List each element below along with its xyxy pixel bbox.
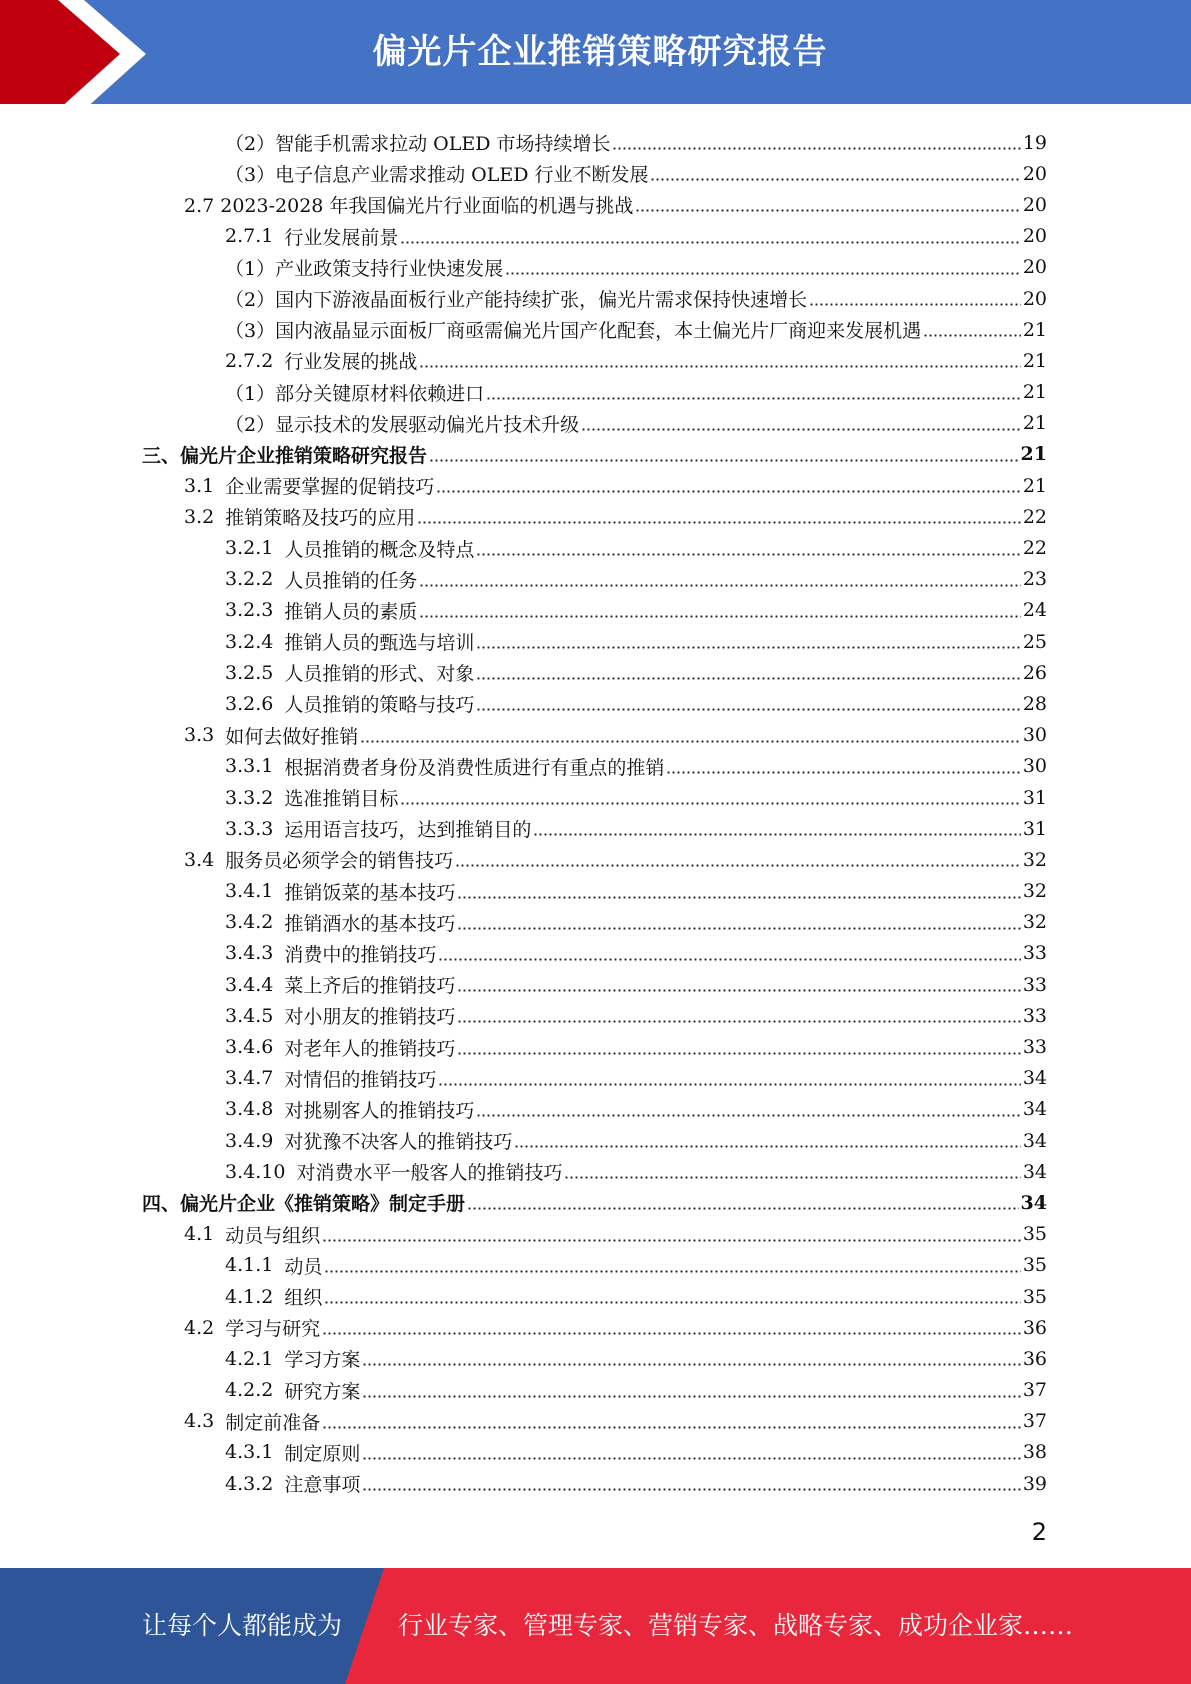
toc-entry-page: 22 <box>1022 505 1047 528</box>
toc-dot-leader <box>476 677 1020 680</box>
toc-entry[interactable] <box>0 1343 1191 1374</box>
header-bottom-line <box>0 104 1191 110</box>
toc-entry-label: 推销酒水的基本技巧 <box>284 912 456 935</box>
toc-entry-label: 研究方案 <box>284 1380 361 1403</box>
toc-entry[interactable] <box>0 221 1191 252</box>
toc-entry-label: 学习与研究 <box>225 1318 321 1341</box>
toc-entry-number: 4.1.1 <box>225 1254 274 1277</box>
toc-dot-leader <box>476 553 1020 556</box>
toc-dot-leader <box>429 459 1019 462</box>
toc-entry-page: 20 <box>1022 193 1047 216</box>
toc-dot-leader <box>612 147 1020 150</box>
toc-dot-leader <box>476 1114 1020 1117</box>
toc-entry[interactable] <box>0 751 1191 782</box>
toc-entry-page: 26 <box>1022 661 1047 684</box>
toc-dot-leader <box>476 708 1020 711</box>
toc-dot-leader <box>438 1083 1020 1086</box>
toc-entry-page: 36 <box>1022 1347 1047 1370</box>
toc-dot-leader <box>322 1239 1021 1242</box>
toc-entry-page: 35 <box>1022 1285 1047 1308</box>
toc-dot-leader <box>400 802 1020 805</box>
toc-entry-page: 30 <box>1022 724 1047 747</box>
toc-dot-leader <box>419 615 1020 618</box>
toc-dot-leader <box>322 1426 1021 1429</box>
toc-dot-leader <box>514 1145 1020 1148</box>
toc-entry-number: 3.2.6 <box>225 692 274 715</box>
toc-entry-label: 对消费水平一般客人的推销技巧 <box>296 1162 563 1185</box>
toc-entry-label: 消费中的推销技巧 <box>284 943 437 966</box>
toc-entry-number: 3.2.1 <box>225 537 274 560</box>
toc-entry-label: 行业发展前景 <box>284 226 399 249</box>
toc-entry-number: 3.2.4 <box>225 630 274 653</box>
toc-entry-label: （1）部分关键原材料依赖进口 <box>225 382 485 405</box>
toc-entry-label: 推销饭菜的基本技巧 <box>284 881 456 904</box>
toc-entry-label: 选准推销目标 <box>284 788 399 811</box>
toc-dot-leader <box>486 397 1021 400</box>
toc-entry-label: 四、偏光片企业《推销策略》制定手册 <box>142 1193 466 1216</box>
toc-entry[interactable] <box>0 1219 1191 1250</box>
toc-entry[interactable] <box>0 876 1191 907</box>
toc-entry-label: （3）电子信息产业需求推动 OLED 行业不断发展 <box>225 164 649 187</box>
toc-entry[interactable] <box>0 1031 1191 1062</box>
toc-entry-label: 学习方案 <box>284 1349 361 1372</box>
toc-entry-label: 菜上齐后的推销技巧 <box>284 975 456 998</box>
toc-dot-leader <box>923 334 1021 337</box>
toc-entry-number: 4.2.2 <box>225 1379 274 1402</box>
toc-entry-label: （2）国内下游液晶面板行业产能持续扩张，偏光片需求保持快速增长 <box>225 289 808 312</box>
toc-entry-number: 4.2.1 <box>225 1347 274 1370</box>
toc-entry-number: 3.1 <box>184 474 215 497</box>
toc-entry[interactable] <box>0 408 1191 439</box>
table-of-contents <box>0 127 1191 1499</box>
toc-entry-number: 4.3.1 <box>225 1441 274 1464</box>
toc-entry-label: （2）显示技术的发展驱动偏光片技术升级 <box>225 413 580 436</box>
toc-entry[interactable] <box>0 938 1191 969</box>
toc-dot-leader <box>581 428 1021 431</box>
toc-entry[interactable] <box>0 782 1191 813</box>
toc-dot-leader <box>455 864 1021 867</box>
toc-dot-leader <box>419 584 1020 587</box>
toc-entry-number: 3.2 <box>184 505 215 528</box>
toc-entry-number: 4.3.2 <box>225 1472 274 1495</box>
toc-entry-page: 33 <box>1022 1036 1047 1059</box>
toc-entry-label: 人员推销的形式、对象 <box>284 663 475 686</box>
page-number: 2 <box>1031 1518 1047 1546</box>
toc-entry-number: 4.1.2 <box>225 1285 274 1308</box>
toc-entry[interactable] <box>0 1375 1191 1406</box>
toc-entry-page: 23 <box>1022 568 1047 591</box>
toc-entry[interactable] <box>0 657 1191 688</box>
toc-entry-label: 推销人员的甄选与培训 <box>284 632 475 655</box>
document-title: 偏光片企业推销策略研究报告 <box>372 32 828 72</box>
toc-dot-leader <box>457 1052 1020 1055</box>
toc-entry-page: 38 <box>1022 1441 1047 1464</box>
toc-dot-leader <box>362 1395 1020 1398</box>
toc-entry-page: 21 <box>1022 412 1047 435</box>
toc-entry-number: 3.2.5 <box>225 661 274 684</box>
toc-entry-page: 34 <box>1022 1129 1047 1152</box>
toc-entry-page: 32 <box>1022 911 1047 934</box>
toc-entry[interactable] <box>0 189 1191 220</box>
toc-entry[interactable] <box>0 1406 1191 1437</box>
toc-entry-page: 21 <box>1022 349 1047 372</box>
toc-entry-page: 20 <box>1022 225 1047 248</box>
toc-entry-label: 制定原则 <box>284 1442 361 1465</box>
toc-dot-leader <box>457 896 1020 899</box>
toc-entry[interactable] <box>0 1094 1191 1125</box>
toc-entry[interactable] <box>0 907 1191 938</box>
toc-entry[interactable] <box>0 252 1191 283</box>
toc-entry-label: 运用语言技巧，达到推销目的 <box>284 819 532 842</box>
toc-dot-leader <box>809 303 1021 306</box>
toc-entry-page: 32 <box>1022 848 1047 871</box>
toc-dot-leader <box>564 1176 1020 1179</box>
toc-entry-page: 33 <box>1022 942 1047 965</box>
toc-entry-label: （3）国内液晶显示面板厂商亟需偏光片国产化配套，本土偏光片厂商迎来发展机遇 <box>225 320 922 343</box>
toc-dot-leader <box>666 771 1020 774</box>
toc-dot-leader <box>362 1457 1020 1460</box>
toc-entry-label: 对犹豫不决客人的推销技巧 <box>284 1131 513 1154</box>
toc-entry-number: 3.2.3 <box>225 599 274 622</box>
toc-entry-page: 30 <box>1022 755 1047 778</box>
toc-dot-leader <box>650 178 1020 181</box>
toc-dot-leader <box>362 1363 1020 1366</box>
toc-entry-page: 24 <box>1022 599 1047 622</box>
toc-dot-leader <box>635 209 1020 212</box>
toc-entry-page: 21 <box>1022 474 1047 497</box>
toc-entry[interactable] <box>0 345 1191 376</box>
toc-entry-page: 22 <box>1022 537 1047 560</box>
toc-entry-page: 20 <box>1022 256 1047 279</box>
toc-entry-page: 35 <box>1022 1254 1047 1277</box>
toc-dot-leader <box>533 833 1020 836</box>
toc-entry[interactable] <box>0 158 1191 189</box>
toc-entry[interactable] <box>0 564 1191 595</box>
toc-entry-page: 32 <box>1022 880 1047 903</box>
toc-entry-number: 3.4.10 <box>225 1160 286 1183</box>
toc-entry-label: 对情侣的推销技巧 <box>284 1068 437 1091</box>
toc-entry-page: 33 <box>1022 1004 1047 1027</box>
toc-entry-number: 2.7.2 <box>225 349 274 372</box>
toc-entry-page: 31 <box>1022 817 1047 840</box>
toc-entry[interactable] <box>0 969 1191 1000</box>
toc-dot-leader <box>400 241 1020 244</box>
toc-entry-label: 制定前准备 <box>225 1411 321 1434</box>
toc-dot-leader <box>476 646 1020 649</box>
toc-entry[interactable] <box>0 844 1191 875</box>
toc-entry[interactable] <box>0 532 1191 563</box>
toc-dot-leader <box>457 989 1020 992</box>
toc-entry[interactable] <box>0 377 1191 408</box>
toc-entry-label: 对老年人的推销技巧 <box>284 1037 456 1060</box>
toc-entry-label: 推销人员的素质 <box>284 600 418 623</box>
toc-entry-label: 如何去做好推销 <box>225 725 359 748</box>
toc-entry-label: 人员推销的任务 <box>284 569 418 592</box>
toc-entry-number: 3.4.3 <box>225 942 274 965</box>
toc-entry[interactable] <box>0 626 1191 657</box>
page-header <box>0 0 1191 110</box>
toc-entry[interactable] <box>0 1063 1191 1094</box>
toc-entry-label: （1）产业政策支持行业快速发展 <box>225 257 504 280</box>
toc-entry[interactable] <box>0 688 1191 719</box>
toc-entry[interactable] <box>0 127 1191 158</box>
toc-entry-page: 34 <box>1020 1191 1047 1214</box>
toc-entry-number: 2.7.1 <box>225 225 274 248</box>
toc-entry[interactable] <box>0 813 1191 844</box>
toc-entry[interactable] <box>0 1250 1191 1281</box>
toc-entry[interactable] <box>0 595 1191 626</box>
toc-entry-label: 动员 <box>284 1255 323 1278</box>
toc-dot-leader <box>417 521 1021 524</box>
page-footer <box>0 1568 1191 1684</box>
toc-dot-leader <box>322 1332 1021 1335</box>
toc-entry-label: 根据消费者身份及消费性质进行有重点的推销 <box>284 756 665 779</box>
toc-dot-leader <box>467 1207 1019 1210</box>
toc-entry-page: 25 <box>1022 630 1047 653</box>
toc-dot-leader <box>360 740 1021 743</box>
footer-slogan-right: 行业专家、管理专家、营销专家、战略专家、成功企业家…… <box>398 1611 1074 1640</box>
toc-entry-page: 20 <box>1022 162 1047 185</box>
toc-entry-page: 20 <box>1022 287 1047 310</box>
toc-entry-number: 4.3 <box>184 1410 215 1433</box>
toc-entry[interactable] <box>0 439 1191 470</box>
toc-entry-page: 33 <box>1022 973 1047 996</box>
toc-entry-page: 34 <box>1022 1098 1047 1121</box>
toc-entry-page: 39 <box>1022 1472 1047 1495</box>
footer-slogan-left: 让每个人都能成为 <box>142 1611 343 1640</box>
toc-entry[interactable] <box>0 470 1191 501</box>
toc-entry-label: 推销策略及技巧的应用 <box>225 507 416 530</box>
toc-entry-page: 21 <box>1022 318 1047 341</box>
toc-dot-leader <box>362 1488 1020 1491</box>
toc-entry-page: 37 <box>1022 1379 1047 1402</box>
toc-entry-page: 36 <box>1022 1316 1047 1339</box>
toc-dot-leader <box>438 958 1020 961</box>
toc-entry-label: 动员与组织 <box>225 1224 321 1247</box>
toc-entry-label: （2）智能手机需求拉动 OLED 市场持续增长 <box>225 133 611 156</box>
toc-entry-page: 34 <box>1022 1067 1047 1090</box>
toc-entry-number: 3.4.5 <box>225 1004 274 1027</box>
toc-entry[interactable] <box>0 1281 1191 1312</box>
toc-entry-number: 3.3.3 <box>225 817 274 840</box>
toc-entry[interactable] <box>0 1187 1191 1218</box>
toc-entry[interactable] <box>0 1437 1191 1468</box>
toc-entry-label: 人员推销的概念及特点 <box>284 538 475 561</box>
toc-entry-label: 人员推销的策略与技巧 <box>284 694 475 717</box>
toc-entry-label: 对小朋友的推销技巧 <box>284 1006 456 1029</box>
toc-entry-number: 3.3 <box>184 724 215 747</box>
toc-entry[interactable] <box>0 501 1191 532</box>
toc-entry-number: 3.4.1 <box>225 880 274 903</box>
toc-entry-number: 3.4 <box>184 848 215 871</box>
toc-entry-page: 21 <box>1020 443 1047 466</box>
toc-entry-label: 注意事项 <box>284 1474 361 1497</box>
toc-dot-leader <box>419 365 1020 368</box>
toc-entry-label: 2.7 2023-2028 年我国偏光片行业面临的机遇与挑战 <box>184 195 634 218</box>
toc-dot-leader <box>505 272 1021 275</box>
toc-entry[interactable] <box>0 314 1191 345</box>
toc-entry-page: 28 <box>1022 692 1047 715</box>
toc-entry-page: 35 <box>1022 1223 1047 1246</box>
toc-entry-page: 31 <box>1022 786 1047 809</box>
toc-entry[interactable] <box>0 1156 1191 1187</box>
toc-dot-leader <box>324 1301 1020 1304</box>
toc-entry-number: 3.4.8 <box>225 1098 274 1121</box>
toc-entry-number: 3.2.2 <box>225 568 274 591</box>
toc-entry[interactable] <box>0 283 1191 314</box>
toc-entry-number: 3.4.9 <box>225 1129 274 1152</box>
toc-entry-page: 34 <box>1022 1160 1047 1183</box>
toc-entry-number: 3.4.2 <box>225 911 274 934</box>
toc-entry-label: 组织 <box>284 1287 323 1310</box>
toc-dot-leader <box>457 927 1020 930</box>
toc-entry-number: 3.4.6 <box>225 1036 274 1059</box>
toc-entry-label: 企业需要掌握的促销技巧 <box>225 476 435 499</box>
toc-entry[interactable] <box>0 1312 1191 1343</box>
toc-dot-leader <box>436 490 1021 493</box>
toc-entry-page: 37 <box>1022 1410 1047 1433</box>
toc-entry[interactable] <box>0 1000 1191 1031</box>
toc-entry-label: 三、偏光片企业推销策略研究报告 <box>142 444 428 467</box>
toc-entry-number: 4.1 <box>184 1223 215 1246</box>
toc-entry-number: 3.4.7 <box>225 1067 274 1090</box>
toc-dot-leader <box>457 1020 1020 1023</box>
toc-dot-leader <box>324 1270 1020 1273</box>
toc-entry-page: 19 <box>1022 131 1047 154</box>
toc-entry-page: 21 <box>1022 381 1047 404</box>
toc-entry-number: 3.4.4 <box>225 973 274 996</box>
toc-entry[interactable] <box>0 1125 1191 1156</box>
toc-entry-label: 服务员必须学会的销售技巧 <box>225 850 454 873</box>
toc-entry-label: 行业发展的挑战 <box>284 351 418 374</box>
toc-entry[interactable] <box>0 1468 1191 1499</box>
toc-entry-number: 3.3.2 <box>225 786 274 809</box>
toc-entry-number: 3.3.1 <box>225 755 274 778</box>
toc-entry-number: 4.2 <box>184 1316 215 1339</box>
toc-entry-label: 对挑剔客人的推销技巧 <box>284 1099 475 1122</box>
toc-entry[interactable] <box>0 720 1191 751</box>
